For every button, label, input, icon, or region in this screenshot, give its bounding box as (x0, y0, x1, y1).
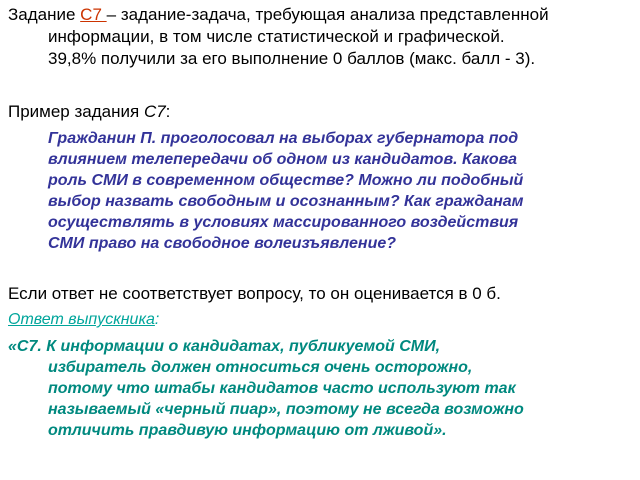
task-line2: информации, в том числе статистической и графической. (48, 27, 505, 46)
example-prefix: Пример задания (8, 102, 144, 121)
question-line: влиянием телепередачи об одном из кандидатов. Какова (48, 151, 517, 168)
graduate-answer-colon: : (154, 311, 160, 328)
example-heading (8, 101, 632, 123)
example-code: С7 (143, 102, 166, 121)
graduate-answer-text (8, 336, 632, 441)
graduate-answer-link[interactable]: Ответ выпускника (8, 311, 155, 328)
question-line: роль СМИ в современном обществе? Можно ли подобный (48, 172, 524, 189)
task-line3: 39,8% получили за его выполнение 0 баллов (макс. балл - 3). (48, 49, 536, 68)
example-suffix: : (165, 102, 171, 121)
question-line: осуществлять в условиях массированного воздействия (48, 214, 519, 231)
answer-first-line: «С7. К информации о кандидатах, публикуемой СМИ, (8, 338, 441, 355)
answer-line: избиратель должен относиться очень осторожно, (48, 359, 473, 376)
question-text (48, 128, 633, 254)
question-line: СМИ право на свободное волеизъявление? (48, 235, 397, 252)
question-line: выбор назвать свободным и осознанным? Как гражданам (48, 193, 524, 210)
answer-line: называемый «черный пиар», поэтому не всегда возможно (48, 401, 524, 418)
task-prefix: Задание (8, 5, 81, 24)
answer-line: отличить правдивую информацию от лживой». (48, 422, 447, 439)
task-c7-link[interactable]: С7 (80, 5, 107, 24)
answer-line: потому что штабы кандидатов часто используют так (48, 380, 516, 397)
task-description (8, 4, 632, 70)
question-line: Гражданин П. проголосовал на выборах губернатора под (48, 130, 519, 147)
graduate-answer-heading (8, 309, 632, 330)
grading-note: Если ответ не соответствует вопросу, то он оценивается в 0 б. (8, 284, 501, 303)
task-line1-rest: – задание-задача, требующая анализа представленной (106, 5, 549, 24)
